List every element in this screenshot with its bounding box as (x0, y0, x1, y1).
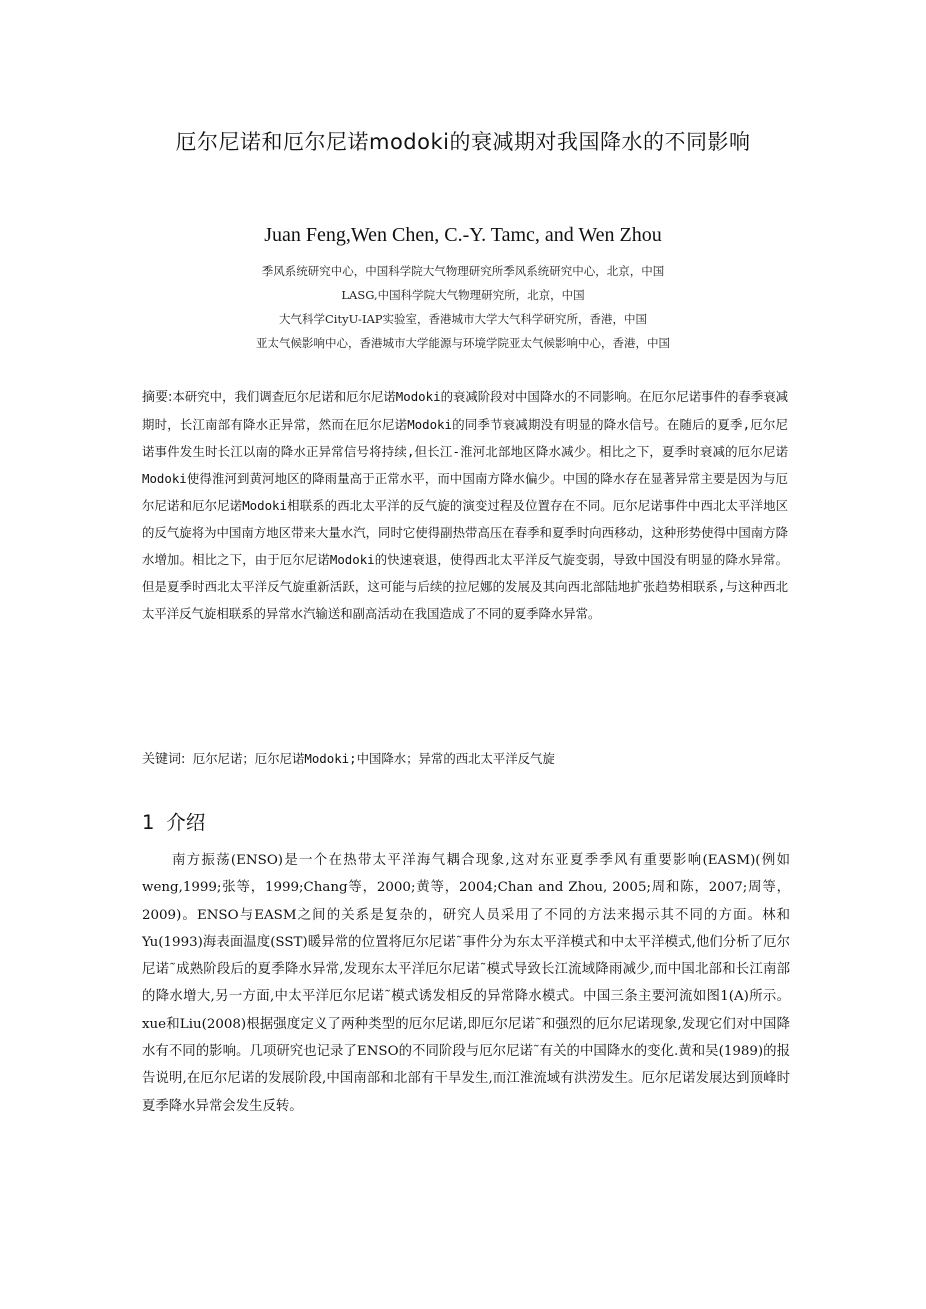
affiliation-line: 大气科学CityU-IAP实验室，香港城市大学大气科学研究所，香港，中国 (278, 312, 648, 326)
abstract-text: 本研究中，我们调查厄尔尼诺和厄尔尼诺Modoki的衰减阶段对中国降水的不同影响。在厄尔尼诺事件的春季衰减期时，长江南部有降水正异常，然而在厄尔尼诺Modoki的同季节衰减期没有明显的降水信号。在随后的夏季,厄尔尼诺事件发生时长江以南的降水正异常信号将持续,但长江-淮河北部地区降水减少。相比之下，夏季时衰减的厄尔尼诺Modoki使得淮河到黄河地区的降雨量高于正常水平，而中国南方降水偏少。中国的降水存在显著异常主要是因为与厄尔尼诺和厄尔尼诺Modoki相联系的西北太平洋的反气旋的演变过程及位置存在不同。厄尔尼诺事件中西北太平洋地区的反气旋将为中国南方地区带来大量水汽，同时它使得副热带高压在春季和夏季时向西移动，这种形势使得中国南方降水增加。相比之下，由于厄尔尼诺Modoki的快速衰退，使得西北太平洋反气旋变弱，导致中国没有明显的降水异常。但是夏季时西北太平洋反气旋重新活跃，这可能与后续的拉尼娜的发展及其向西北部陆地扩张趋势相联系,与这种西北太平洋反气旋相联系的异常水汽输送和副高活动在我国造成了不同的夏季降水异常。 (142, 389, 788, 621)
affiliation-line: LASG,中国科学院大气物理研究所，北京，中国 (341, 288, 585, 302)
section-heading-introduction (142, 806, 205, 840)
abstract (142, 383, 788, 627)
keywords-label: 关键词: (142, 752, 186, 767)
affiliation-list (110, 259, 816, 355)
abstract-label: 摘要: (142, 390, 173, 405)
affiliation-line: 季风系统研究中心，中国科学院大气物理研究所季风系统研究中心，北京，中国 (261, 264, 665, 278)
section-number: 1 (142, 811, 155, 834)
introduction-paragraph: 南方振荡(ENSO)是一个在热带太平洋海气耦合现象,这对东亚夏季季风有重要影响(EASM)(例如weng,1999;张等，1999;Chang等，2000;黄等，2004;Chan and Zhou, 2005;周和陈，2007;周等，2009)。ENSO与EASM之间的关系是复杂的，研究人员采用了不同的方法来揭示其不同的方面。林和Yu(1993)海表面温度(SST)暖异常的位置将厄尔尼诺˜事件分为东太平洋模式和中太平洋模式,他们分析了厄尔尼诺˜成熟阶段后的夏季降水异常,发现东太平洋厄尔尼诺˜模式导致长江流域降雨减少,而中国北部和长江南部的降水增大,另一方面,中太平洋厄尔尼诺˜模式诱发相反的异常降水模式。中国三条主要河流如图1(A)所示。xue和Liu(2008)根据强度定义了两种类型的厄尔尼诺,即厄尔尼诺˜和强烈的厄尔尼诺现象,发现它们对中国降水有不同的影响。几项研究也记录了ENSO的不同阶段与厄尔尼诺˜有关的中国降水的变化.黄和吴(1989)的报告说明,在厄尔尼诺的发展阶段,中国南部和北部有干旱发生,而江淮流域有洪涝发生。厄尔尼诺发展达到顶峰时夏季降水异常会发生反转。 (142, 853, 790, 1114)
affiliation-line: 亚太气候影响中心，香港城市大学能源与环境学院亚太气候影响中心，香港，中国 (256, 336, 670, 350)
keywords-text: 厄尔尼诺；厄尔尼诺Modoki;中国降水；异常的西北太平洋反气旋 (192, 751, 555, 766)
author-list: Juan Feng,Wen Chen, C.-Y. Tamc, and Wen Zhou (264, 224, 662, 246)
paper-title: 厄尔尼诺和厄尔尼诺modoki的衰减期对我国降水的不同影响 (175, 130, 751, 154)
section-title: 介绍 (166, 811, 206, 834)
keywords (142, 745, 788, 773)
